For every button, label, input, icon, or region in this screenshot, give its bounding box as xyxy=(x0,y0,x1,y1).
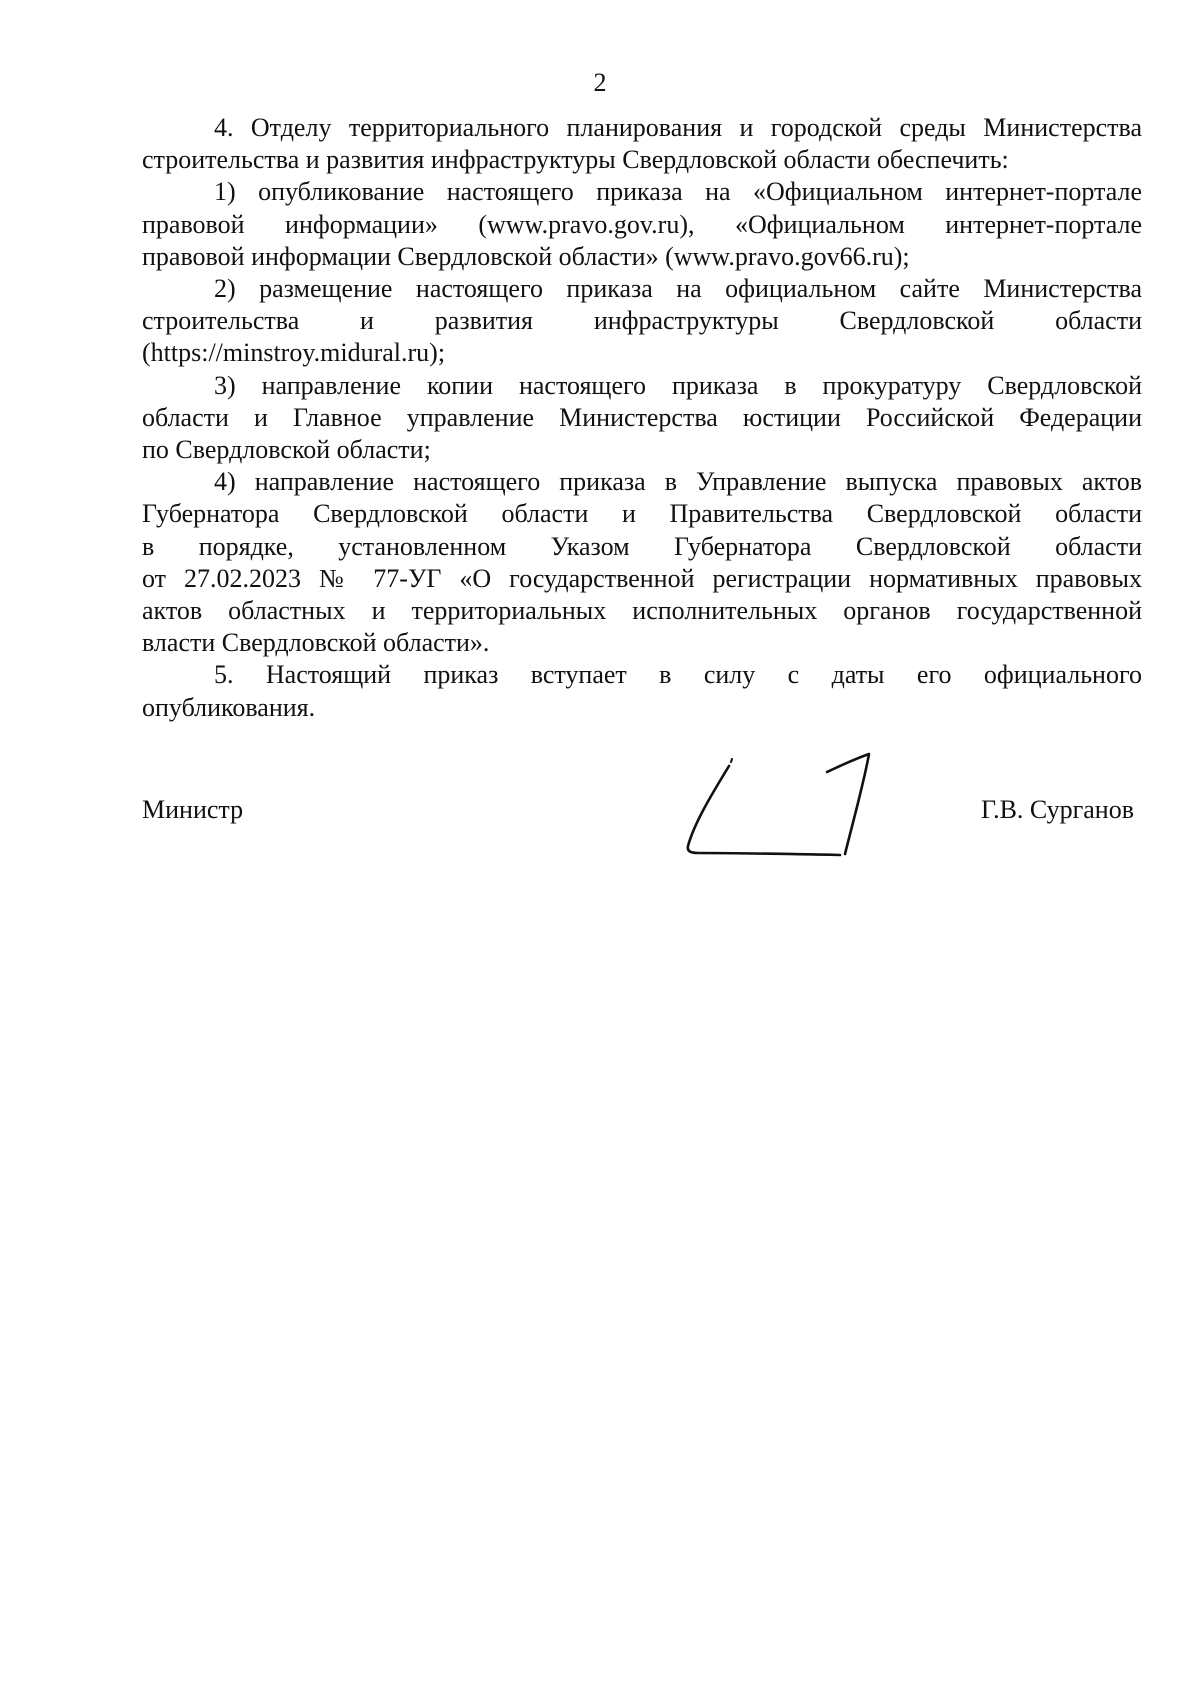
paragraph-4-4-line-1: 4) направление настоящего приказа в Управление выпуска правовых актов xyxy=(214,467,1142,497)
paragraph-4-3-line-2: области и Главное управление Министерства юстиции Российской Федерации xyxy=(142,402,1142,432)
paragraph-5-line-2: опубликования. xyxy=(142,692,316,722)
paragraph-4-4-line-4: от 27.02.2023 № 77-УГ «О государственной регистрации нормативных правовых xyxy=(142,563,1142,593)
paragraph-4-4-line-2: Губернатора Свердловской области и Правительства Свердловской области xyxy=(142,499,1142,529)
document-body xyxy=(142,112,1142,724)
handwritten-signature xyxy=(680,742,880,862)
paragraph-4-2-line-1: 2) размещение настоящего приказа на официальном сайте Министерства xyxy=(214,274,1142,304)
paragraph-4-2 xyxy=(142,273,1142,370)
paragraph-4-2-line-3: (https://minstroy.midural.ru); xyxy=(142,338,446,368)
page-number: 2 xyxy=(593,68,607,97)
paragraph-4-4-line-5: актов областных и территориальных исполнительных органов государственной xyxy=(142,596,1142,626)
paragraph-4-2-line-2: строительства и развития инфраструктуры Свердловской области xyxy=(142,306,1142,336)
paragraph-4 xyxy=(142,112,1142,176)
signer-title: Министр xyxy=(142,795,244,824)
paragraph-4-3-line-1: 3) направление копии настоящего приказа в прокуратуру Свердловской xyxy=(214,370,1142,400)
paragraph-4-1-line-3: правовой информации Свердловской области» (www.pravo.gov66.ru); xyxy=(142,241,910,271)
paragraph-5-line-1: 5. Настоящий приказ вступает в силу с даты его официального xyxy=(214,660,1142,690)
paragraph-5 xyxy=(142,659,1142,723)
paragraph-4-4-line-3: в порядке, установленном Указом Губернатора Свердловской области xyxy=(142,531,1142,561)
paragraph-4-1-line-2: правовой информации» (www.pravo.gov.ru), «Официальном интернет-портале xyxy=(142,209,1142,239)
signer-name: Г.В. Сурганов xyxy=(980,795,1134,824)
paragraph-4-3-line-3: по Свердловской области; xyxy=(142,435,431,465)
paragraph-4-line-2: строительства и развития инфраструктуры Свердловской области обеспечить: xyxy=(142,145,1009,175)
paragraph-4-4 xyxy=(142,466,1142,659)
paragraph-4-3 xyxy=(142,370,1142,467)
paragraph-4-1 xyxy=(142,176,1142,273)
paragraph-4-4-line-6: власти Свердловской области». xyxy=(142,628,490,658)
paragraph-4-line-1: 4. Отделу территориального планирования и городской среды Министерства xyxy=(214,113,1142,142)
paragraph-4-1-line-1: 1) опубликование настоящего приказа на «Официальном интернет-портале xyxy=(214,177,1142,207)
